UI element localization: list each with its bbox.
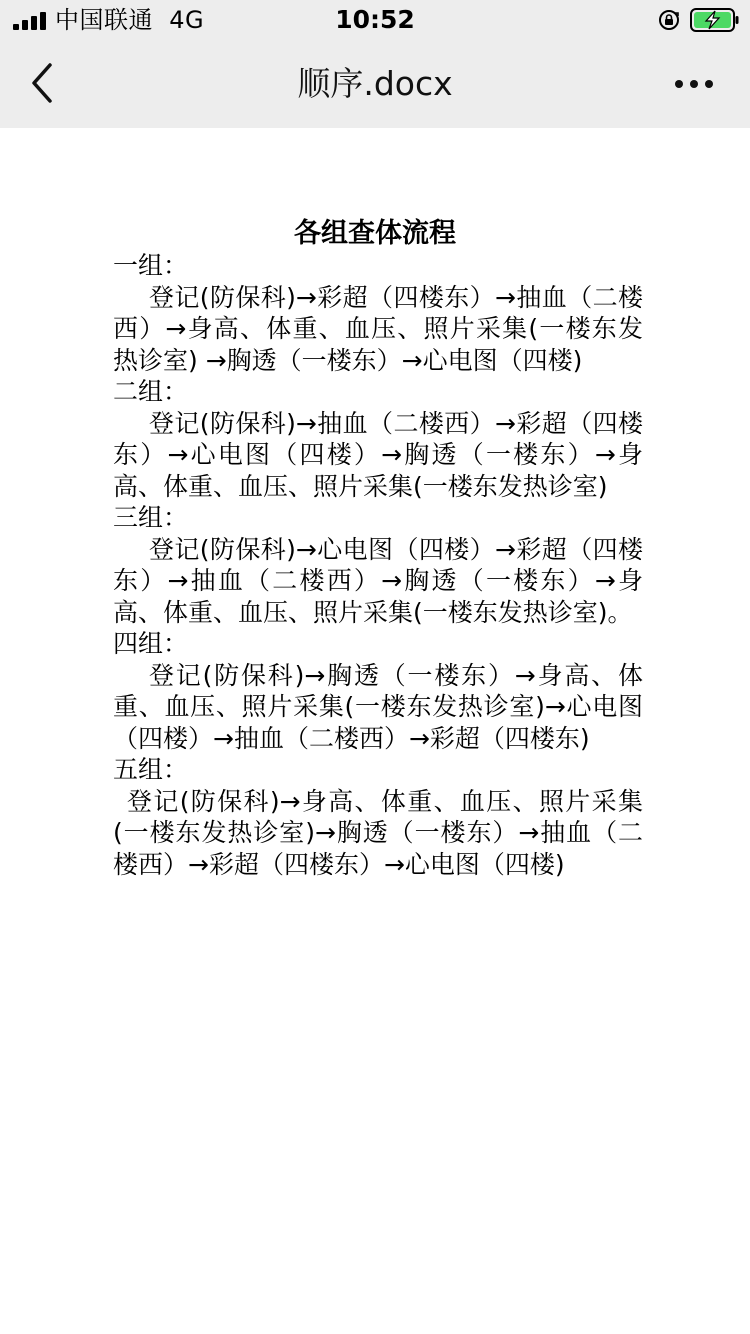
- group-section: [113, 502, 643, 628]
- nav-bar: [0, 40, 750, 128]
- more-button[interactable]: [664, 68, 724, 100]
- back-button[interactable]: [22, 58, 66, 108]
- group-text: 登记(防保科)→彩超（四楼东）→抽血（二楼西）→身高、体重、血压、照片采集(一楼东发热诊室) →胸透（一楼东）→心电图（四楼): [113, 282, 643, 375]
- rotation-lock-icon: [658, 9, 680, 31]
- group-section: [113, 250, 643, 376]
- group-text: 登记(防保科)→胸透（一楼东）→身高、体重、血压、照片采集(一楼东发热诊室)→心电图（四楼）→抽血（二楼西）→彩超（四楼东): [113, 660, 643, 753]
- group-section: [113, 754, 643, 880]
- carrier-name: 中国联通: [55, 6, 153, 34]
- group-heading: 一组：: [113, 251, 189, 280]
- nav-title: 顺序.docx: [297, 64, 453, 103]
- group-text: 登记(防保科)→抽血（二楼西）→彩超（四楼东）→心电图（四楼）→胸透（一楼东）→身高、体重、血压、照片采集(一楼东发热诊室): [113, 408, 643, 501]
- group-section: [113, 376, 643, 502]
- more-dots-icon: [664, 68, 724, 100]
- status-time: 10:52: [335, 5, 415, 34]
- network-type: 4G: [169, 6, 205, 34]
- battery-charging-icon: [690, 8, 740, 32]
- document-view[interactable]: [0, 128, 750, 1334]
- document-body: [113, 250, 643, 880]
- group-heading: 四组：: [113, 629, 189, 658]
- chevron-left-icon: [22, 58, 66, 108]
- group-heading: 三组：: [113, 503, 189, 532]
- status-bar: [0, 0, 750, 40]
- group-text: 登记(防保科)→心电图（四楼）→彩超（四楼东）→抽血（二楼西）→胸透（一楼东）→身高、体重、血压、照片采集(一楼东发热诊室)。: [113, 534, 643, 627]
- top-area: [0, 0, 750, 128]
- group-heading: 二组：: [113, 377, 189, 406]
- document-title: 各组查体流程: [294, 218, 456, 249]
- group-text: 登记(防保科)→身高、体重、血压、照片采集(一楼东发热诊室)→胸透（一楼东）→抽血（二楼西）→彩超（四楼东）→心电图（四楼): [113, 786, 643, 879]
- group-section: [113, 628, 643, 754]
- group-heading: 五组：: [113, 755, 189, 784]
